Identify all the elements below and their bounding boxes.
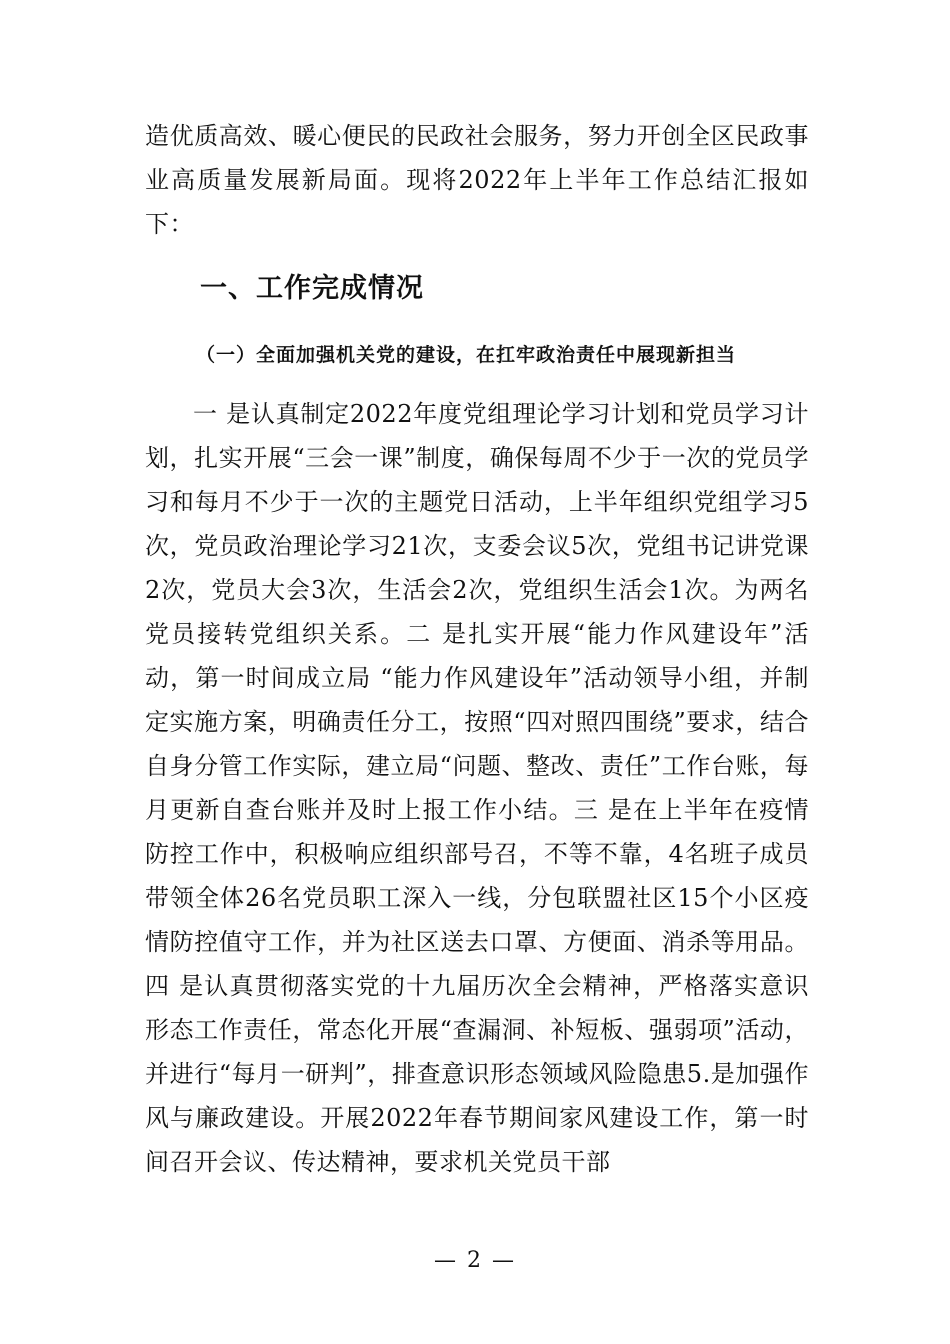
intro-paragraph: 造优质高效、暖心便民的民政社会服务，努力开创全区民政事业高质量发展新局面。现将2022年上半年工作总结汇报如下： — [145, 122, 809, 238]
page-number: — 2 — — [434, 1248, 516, 1273]
body-paragraph: 一 是认真制定2022年度党组理论学习计划和党员学习计划，扎实开展“三会一课”制度，确保每周不少于一次的党员学习和每月不少于一次的主题党日活动，上半年组织党组学习5次，党员政治理论学习21次，支委会议5次，党组书记讲党课2次，党员大会3次，生活会2次，党组织生活会1次。为两名党员接转党组织关系。二 是扎实开展“能力作风建设年”活动，第一时间成立局 “能力作风建设年”活动领导小组，并制定实施方案，明确责任分工，按照“四对照四围绕”要求，结合自身分管工作实际，建立局“问题、整改、责任”工作台账，每月更新自查台账并及时上报工作小结。三 是在上半年在疫情防控工作中，积极响应组织部号召，不等不靠，4名班子成员带领全体26名党员职工深入一线，分包联盟社区15个小区疫情防控值守工作，并为社区送去口罩、方便面、消杀等用品。四 是认真贯彻落实党的十九届历次全会精神，严格落实意识形态工作责任，常态化开展“查漏洞、补短板、强弱项”活动，并进行“每月一研判”，排查意识形态领域风险隐患5.是加强作风与廉政建设。开展2022年春节期间家风建设工作，第一时间召开会议、传达精神，要求机关党员干部 — [145, 400, 809, 1176]
subsection-heading: （一）全面加强机关党的建设，在扛牢政治责任中展现新担当 — [196, 344, 737, 366]
section-heading: 一、工作完成情况 — [200, 273, 424, 304]
